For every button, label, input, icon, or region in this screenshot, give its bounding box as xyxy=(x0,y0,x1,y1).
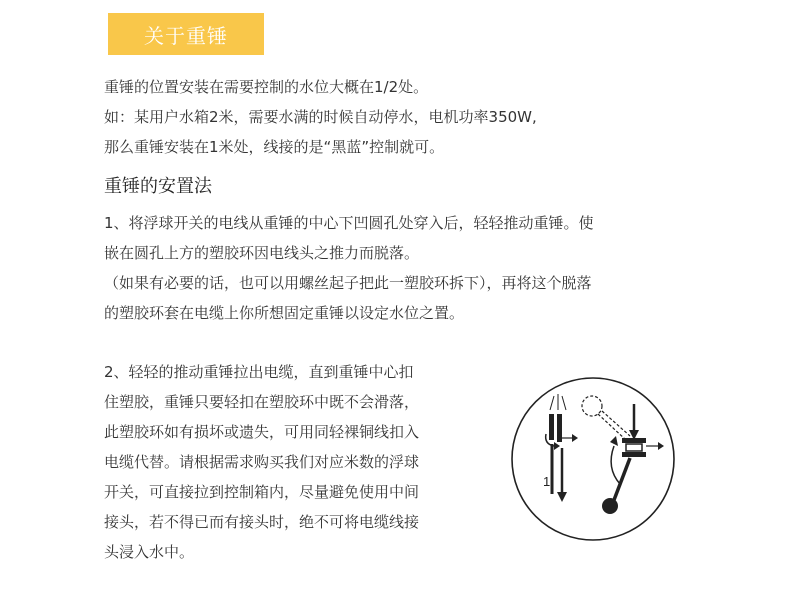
counterweight-diagram xyxy=(510,376,676,542)
cable-insertion-illustration xyxy=(543,394,578,502)
step-2-line-3: 此塑胶环如有损坏或遗失，可用同轻裸铜线扣入 xyxy=(104,423,420,441)
step-2-line-1: 2、轻轻的推动重锤拉出电缆，直到重锤中心扣 xyxy=(104,363,414,381)
plastic-ring-top xyxy=(622,438,646,443)
step-1-line-3: （如果有必要的话，也可以用螺丝起子把此一塑胶环拆下），再将这个脱落 xyxy=(104,274,592,292)
step-2-line-5: 开关，可直接拉到控制箱内，尽量避免使用中间 xyxy=(104,483,420,501)
cable-stub-left xyxy=(549,414,554,440)
diagram-step-label: 1 xyxy=(543,474,551,489)
step-1-line-4: 的塑胶环套在电缆上你所想固定重锤以设定水位之置。 xyxy=(104,304,465,322)
section-banner xyxy=(108,13,264,55)
ghost-weight xyxy=(582,396,602,416)
counterweight-ball xyxy=(602,498,618,514)
banner-title: 关于重锤 xyxy=(144,23,228,48)
step-2-line-6: 接头，若不得已而有接头时，绝不可将电缆线接 xyxy=(104,513,420,531)
down-arrow-icon xyxy=(557,492,567,502)
plastic-ring-bottom xyxy=(622,452,646,457)
counterweight-swing-illustration xyxy=(582,396,664,514)
step-1-paragraph xyxy=(104,208,594,328)
swing-arc xyxy=(611,446,620,484)
step-1-line-2: 嵌在圆孔上方的塑胶环因电线头之推力而脱落。 xyxy=(104,244,420,262)
section-heading: 重锤的安置法 xyxy=(104,176,212,197)
intro-paragraph xyxy=(104,72,537,162)
intro-line-1: 重锤的位置安装在需要控制的水位大概在1/2处。 xyxy=(104,78,429,96)
step-1-line-1: 1、将浮球开关的电线从重锤的中心下凹圆孔处穿入后，轻轻推动重锤。使 xyxy=(104,214,594,232)
intro-line-2: 如：某用户水箱2米，需要水满的时候自动停水，电机功率350W, xyxy=(104,108,537,126)
intro-line-3: 那么重锤安装在1米处，线接的是“黑蓝”控制就可。 xyxy=(104,138,445,156)
step-2-line-7: 头浸入水中。 xyxy=(104,543,195,561)
step-2-line-4: 电缆代替。请根据需求购买我们对应米数的浮球 xyxy=(104,453,420,471)
diagram-outline xyxy=(512,378,674,540)
step-2-line-2: 住塑胶，重锤只要轻扣在塑胶环中既不会滑落， xyxy=(104,393,420,411)
step-2-paragraph xyxy=(104,357,419,567)
